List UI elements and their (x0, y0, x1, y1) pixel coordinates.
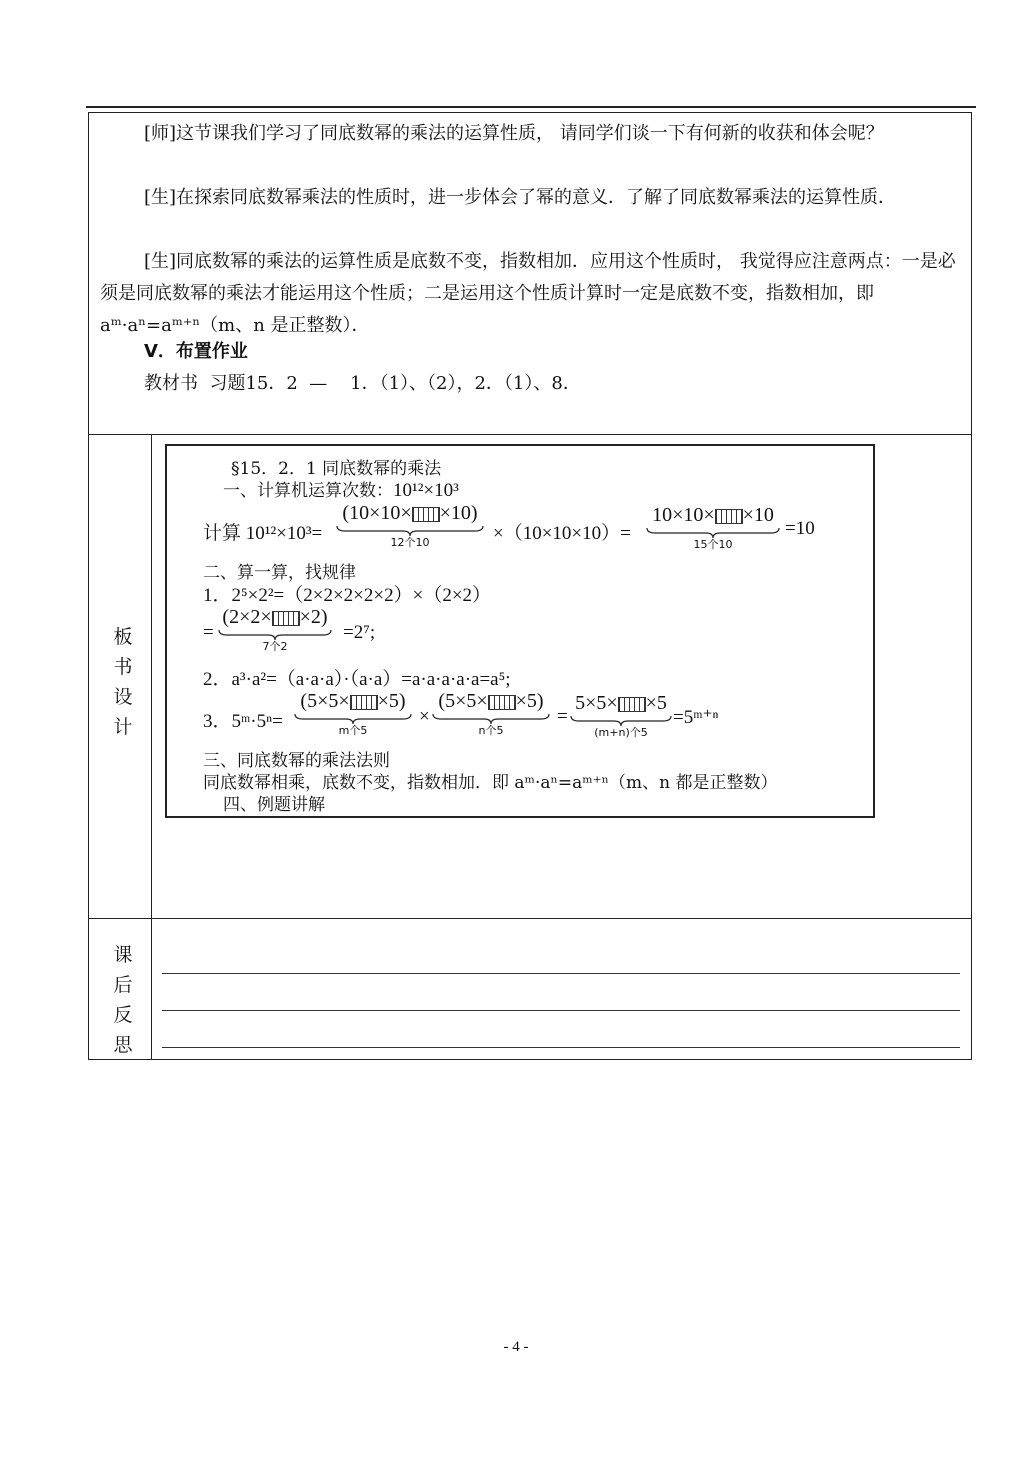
calc-underbrace-1: (10×10× ×10) 12个10 (335, 502, 485, 549)
item3-result: =5ᵐ⁺ⁿ (673, 707, 719, 728)
row-divider-2 (88, 918, 972, 919)
calc-prefix: 计算 10¹²×10³= (203, 523, 323, 544)
homework-assignment: 教材书 习题15．2 — 1．（1）、（2），2．（1）、8． (144, 373, 581, 394)
reflection-line-2[interactable] (162, 1010, 960, 1011)
item3-underbrace-3: 5×5× ×5 (m+n)个5 (569, 692, 673, 739)
board-item-2: 2．a³·a²=（a·a·a）·（a·a）=a·a·a·a·a=a⁵; (203, 669, 511, 690)
board-title: §15．2．1 同底数幂的乘法 (231, 459, 442, 479)
header-rule (86, 106, 976, 108)
ellipsis-box (488, 695, 516, 710)
student-paragraph-1: [生]在探索同底数幂乘法的性质时，进一步体会了幂的意义．了解了同底数幂乘法的运算性质． (144, 187, 897, 208)
item3-underbrace-2: (5×5× ×5) n个5 (431, 690, 551, 737)
board-rule: 同底数幂相乘，底数不变，指数相加．即 aᵐ·aⁿ=aᵐ⁺ⁿ（m、n 都是正整数） (203, 773, 778, 793)
calc-end: =10 (785, 518, 815, 539)
item1b-prefix: = (203, 622, 214, 643)
student-paragraph-2: [生]同底数幂的乘法的运算性质是底数不变，指数相加．应用这个性质时， 我觉得应注意两点：一是必须是同底数幂的乘法才能运用这个性质；二是运用这个性质计算时一定是底数不变，指数相加，即 aᵐ·aⁿ=aᵐ⁺ⁿ（m、n 是正整数）． (100, 251, 956, 336)
item1b-result: =2⁷; (343, 622, 376, 643)
ellipsis-box (715, 509, 743, 524)
reflection-line-3[interactable] (162, 1047, 960, 1048)
reflection-line-1[interactable] (162, 973, 960, 974)
reflection-label: 课 后 反 思 (113, 944, 133, 1056)
item3-prefix: 3．5ᵐ·5ⁿ= (203, 711, 283, 732)
item3-equals: = (557, 706, 568, 727)
item3-underbrace-1: (5×5× ×5) m个5 (293, 690, 413, 737)
board-section-1: 一、计算机运算次数：10¹²×10³ (223, 480, 459, 501)
board-section-2: 二、算一算，找规律 (203, 563, 356, 583)
ellipsis-box (412, 507, 440, 522)
blackboard-design-box (165, 444, 875, 818)
row-divider-1 (88, 434, 972, 435)
board-section-4: 四、例题讲解 (223, 795, 325, 815)
board-item-1: 1．2⁵×2²=（2×2×2×2×2）×（2×2） (203, 585, 492, 606)
item3-times: × (419, 706, 430, 727)
board-section-3: 三、同底数幂的乘法法则 (203, 751, 390, 771)
calc-underbrace-2: 10×10× ×10 15个10 (645, 504, 781, 551)
homework-heading: V．布置作业 (144, 341, 248, 362)
teacher-paragraph: [师]这节课我们学习了同底数幂的乘法的运算性质， 请同学们谈一下有何新的收获和体会呢？ (144, 123, 884, 144)
page-number: - 4 - (503, 1339, 529, 1355)
calc-middle: ×（10×10×10）= (493, 523, 631, 544)
item1b-underbrace: (2×2× ×2) 7个2 (217, 606, 333, 653)
ellipsis-box (272, 611, 300, 626)
label-column-divider (151, 434, 152, 1060)
board-design-label: 板 书 设 计 (113, 626, 133, 738)
ellipsis-box (618, 697, 646, 712)
ellipsis-box (350, 695, 378, 710)
